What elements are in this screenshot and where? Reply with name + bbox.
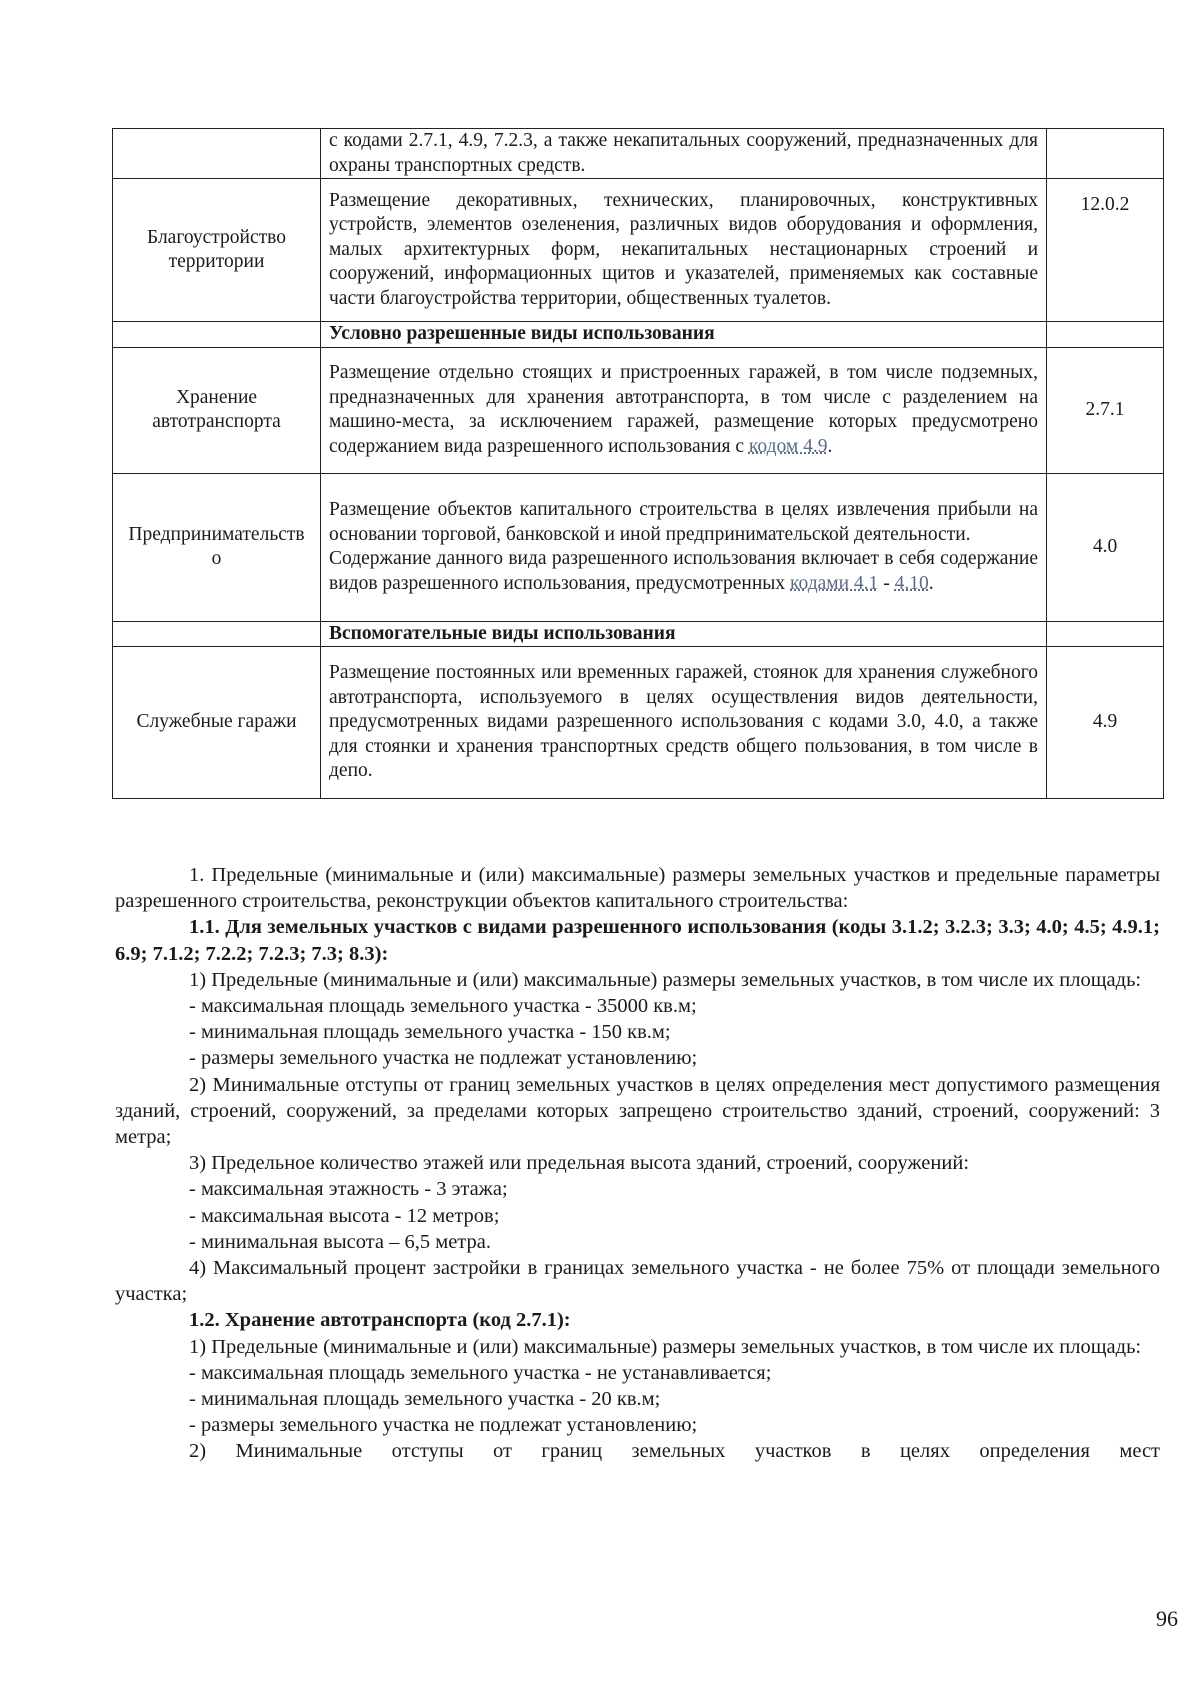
- table-row: [113, 129, 1164, 179]
- table-row: [113, 347, 1164, 473]
- list-item: - максимальная высота - 12 метров;: [189, 1204, 500, 1227]
- code-link[interactable]: кодом 4.9: [748, 435, 828, 457]
- use-type-name: Служебные гаражи: [113, 647, 321, 799]
- table-row: [113, 647, 1164, 799]
- page-number: 96: [1156, 1606, 1178, 1631]
- document-body: [115, 862, 1160, 1465]
- subsection-heading: 1.2. Хранение автотранспорта (код 2.7.1):: [189, 1309, 571, 1332]
- list-item: - размеры земельного участка не подлежат установлению;: [189, 1047, 698, 1070]
- use-type-name-line: о: [211, 548, 222, 569]
- use-type-name: Благоустройство территории: [113, 179, 321, 322]
- description-end: .: [827, 435, 833, 457]
- use-type-name-line: Хранение: [175, 386, 258, 408]
- subsection-heading: 1.1. Для земельных участков с видами разрешенного использования (коды 3.1.2; 3.2.3; 3.3; 4.0; 4.5; 4.9.1; 6.9; 7.1.2; 7.2.2; 7.2.3; 7.3; 8.3):: [115, 916, 1160, 965]
- list-item: - максимальная площадь земельного участка - не устанавливается;: [189, 1361, 772, 1384]
- list-item: - минимальная площадь земельного участка - 150 кв.м;: [189, 1021, 671, 1044]
- use-type-name: [113, 347, 321, 473]
- use-type-description: с кодами 2.7.1, 4.9, 7.2.3, а также некапитальных сооружений, предназначенных для охраны транспортных средств.: [321, 129, 1047, 179]
- use-type-code: [1047, 129, 1164, 179]
- use-type-code: 2.7.1: [1047, 347, 1164, 473]
- description-text: Содержание данного вида разрешенного использования включает в себя содержание видов разрешенного использования, предусмотренных: [329, 548, 1038, 594]
- use-type-description: [321, 347, 1047, 473]
- list-item: - максимальная этажность - 3 этажа;: [189, 1178, 508, 1201]
- use-type-code: 4.9: [1047, 647, 1164, 799]
- use-type-code: 4.0: [1047, 473, 1164, 621]
- description-paragraph: [329, 547, 1038, 596]
- use-type-name-line: автотранспорта: [152, 411, 281, 432]
- table-row: [113, 179, 1164, 322]
- use-type-name: [113, 129, 321, 179]
- section-empty-cell: [113, 322, 321, 348]
- paragraph: 2) Минимальные отступы от границ земельных участков в целях определения мест допустимого размещения зданий, строений, сооружений, за пределами которых запрещено строительство зданий, строений, сооружений: 3 метра;: [115, 1073, 1160, 1149]
- list-item: - минимальная высота – 6,5 метра.: [189, 1230, 491, 1253]
- use-type-code: 12.0.2: [1047, 179, 1164, 322]
- land-use-table: [112, 128, 1164, 799]
- list-item: - минимальная площадь земельного участка - 20 кв.м;: [189, 1388, 661, 1411]
- paragraph: 4) Максимальный процент застройки в границах земельного участка - не более 75% от площади земельного участка;: [115, 1257, 1160, 1306]
- use-type-description: Размещение декоративных, технических, планировочных, конструктивных устройств, элементов озеленения, различных видов оборудования и оформления, малых архитектурных форм, некапитальных нестационарных строений и сооружений, информационных щитов и указателей, применяемых как составные части благоустройства территории, общественных туалетов.: [321, 179, 1047, 322]
- use-type-name: [113, 473, 321, 621]
- description-end: .: [928, 572, 934, 594]
- description-paragraph: Размещение объектов капитального строительства в целях извлечения прибыли на основании торговой, банковской и иной предпринимательской деятельности.: [329, 499, 1038, 545]
- code-link[interactable]: 4.10: [894, 572, 929, 594]
- code-link[interactable]: кодами 4.1: [790, 572, 879, 594]
- table-row: [113, 473, 1164, 621]
- paragraph: 1. Предельные (минимальные и (или) максимальные) размеры земельных участков и предельные параметры разрешенного строительства, реконструкции объектов капитального строительства:: [115, 864, 1160, 913]
- paragraph: 2) Минимальные отступы от границ земельных участков в целях определения мест: [189, 1440, 1160, 1463]
- description-text: Размещение отдельно стоящих и пристроенных гаражей, в том числе подземных, предназначенных для хранения автотранспорта, в том числе с разделением на машино-места, за исключением гаражей, размещение которых предусмотрено содержанием вида разрешенного использования с: [329, 362, 1038, 457]
- paragraph: 1) Предельные (минимальные и (или) максимальные) размеры земельных участков, в том числе их площадь:: [189, 1335, 1142, 1358]
- table-section-row: [113, 621, 1164, 647]
- use-type-description: Размещение постоянных или временных гаражей, стоянок для хранения служебного автотранспорта, используемого в целях осуществления видов деятельности, предусмотренных видами разрешенного использования с кодами 3.0, 4.0, а также для стоянки и хранения транспортных средств общего пользования, в том числе в депо.: [321, 647, 1047, 799]
- use-type-description: [321, 473, 1047, 621]
- description-dash: -: [878, 572, 895, 594]
- section-empty-cell: [1047, 322, 1164, 348]
- section-empty-cell: [1047, 621, 1164, 647]
- section-empty-cell: [113, 621, 321, 647]
- paragraph: 1) Предельные (минимальные и (или) максимальные) размеры земельных участков, в том числе их площадь:: [189, 968, 1142, 991]
- list-item: - максимальная площадь земельного участка - 35000 кв.м;: [189, 995, 697, 1018]
- list-item: - размеры земельного участка не подлежат установлению;: [189, 1414, 698, 1437]
- use-type-name-line: Предпринимательств: [128, 523, 305, 545]
- section-heading-auxiliary: Вспомогательные виды использования: [321, 621, 1047, 647]
- section-heading-conditional: Условно разрешенные виды использования: [321, 322, 1047, 348]
- paragraph: 3) Предельное количество этажей или предельная высота зданий, строений, сооружений:: [189, 1152, 970, 1175]
- table-section-row: [113, 322, 1164, 348]
